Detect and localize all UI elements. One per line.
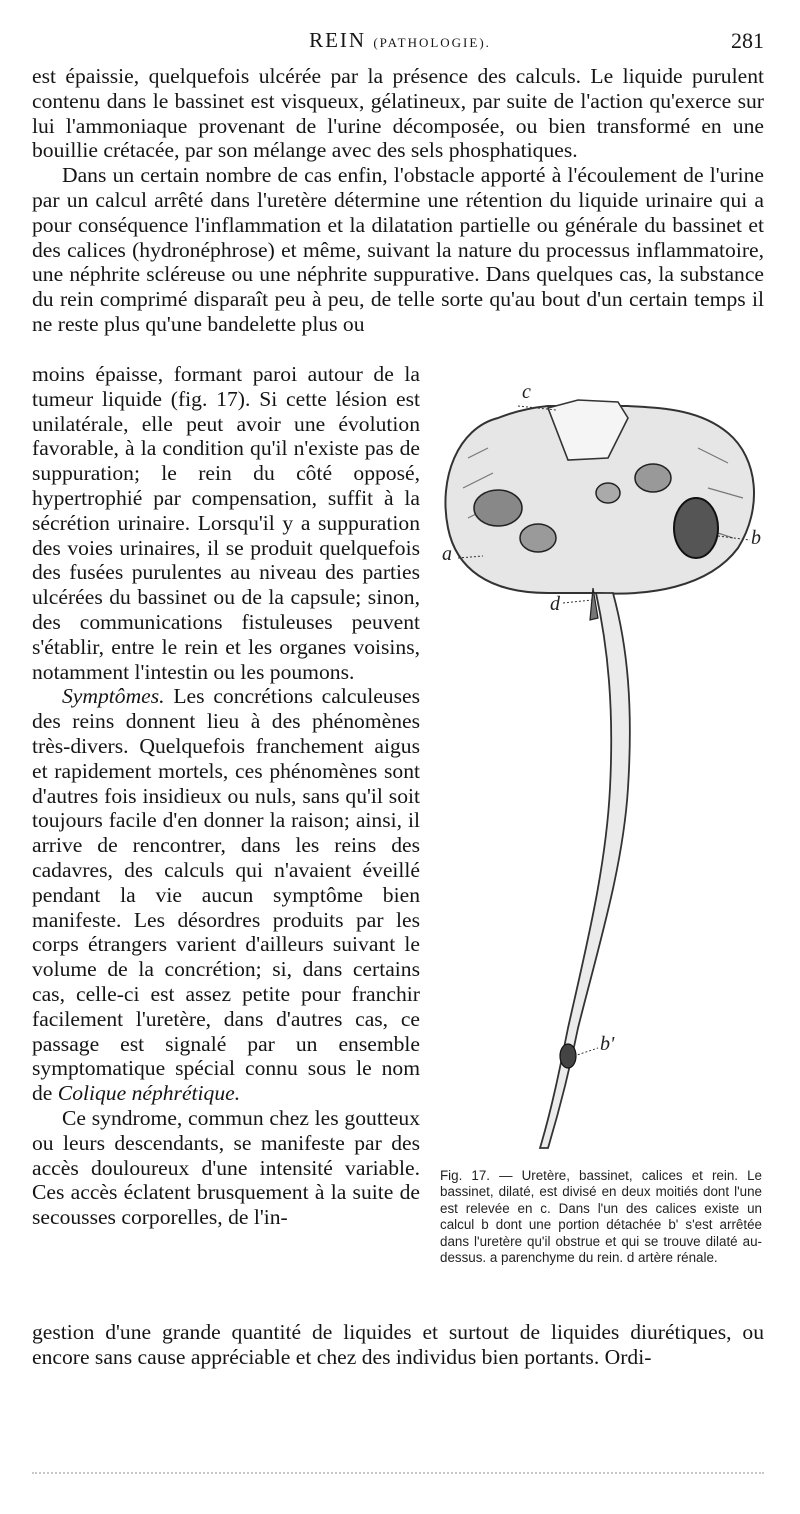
running-title-sub: (PATHOLOGIE).: [373, 35, 491, 50]
kidney-illustration: [428, 388, 778, 1168]
calyx-3: [635, 464, 671, 492]
running-title-main: REIN: [309, 28, 367, 52]
running-title: [0, 28, 800, 53]
paragraph-continuation: moins épaisse, formant paroi autour de la tumeur liquide (fig. 17). Si cette lésion est unilatérale, elle peut avoir une évolution favorable, à la condition qu'il n'existe pas de suppuration; le rein du côté opposé, hypertrophié par compensation, suffit à la sécrétion urinaire. Lorsqu'il y a suppuration des voies urinaires, il se produit quelquefois des fusées purulentes au niveau des parties ulcérées du bassinet ou de la capsule; sinon, des communications fistuleuses peuvent s'établir, entre le rein et les organes voisins, notamment l'intestin ou les poumons.: [32, 362, 420, 684]
kidney-figure: [428, 388, 778, 1168]
bottom-text-block: [32, 1320, 764, 1370]
calyx-calculus-b: [674, 498, 718, 558]
top-text-block: [32, 64, 764, 337]
calyx-4: [596, 483, 620, 503]
paragraph-syndrome: Ce syndrome, commun chez les goutteux ou leurs descendants, se manifeste par des accès douloureux d'une intensité variable. Ces accès éclatent brusquement à la suite de secousses corporelles, de l'in-: [32, 1105, 420, 1230]
label-b-prime: b': [600, 1033, 615, 1055]
footer-dotted-rule: [32, 1472, 764, 1474]
section-heading-symptomes: Symptômes.: [62, 684, 165, 709]
ureter: [540, 593, 630, 1148]
symptoms-text: Les concrétions calculeuses des reins donnent lieu à des phénomènes très-divers. Quelquefois franchement aigus et rapidement mortels, ces phénomènes sont d'autres fois insidieux ou nuls, sans qu'il soit toujours facile d'en donner la raison; ainsi, il arrive de rencontrer, dans les reins des cadavres, des calculs qui n'avaient éveillé pendant la vie aucun symptôme bien manifeste. Les désordres produits par les corps étrangers varient d'ailleurs suivant le volume de la concrétion; si, dans certains cas, celle-ci est assez petite pour franchir facilement l'uretère, dans d'autres cas, ce passage est signalé par un ensemble symptomatique spécial connu sous le nom de: [32, 684, 420, 1106]
page-number: 281: [731, 28, 764, 53]
running-header: [0, 26, 800, 58]
paragraph-bottom: gestion d'une grande quantité de liquides et surtout de liquides diurétiques, ou encore sans cause appréciable et chez des individus bien portants. Ordi-: [32, 1320, 764, 1369]
paragraph-2: Dans un certain nombre de cas enfin, l'obstacle apporté à l'écoulement de l'urine par un calcul arrêté dans l'uretère détermine une rétention du liquide urinaire qui a pour conséquence l'inflammation et la dilatation partielle ou générale du bassinet et des calices (hydronéphrose) et même, suivant la nature du processus inflammatoire, une néphrite scléreuse ou une néphrite suppurative. Dans quelques cas, la substance du rein comprimé disparaît peu à peu, de telle sorte qu'au bout d'un certain temps il ne reste plus qu'une bandelette plus ou: [32, 163, 764, 336]
label-d: d: [550, 593, 560, 615]
label-c: c: [522, 388, 531, 403]
ureter-calculus-b-prime: [560, 1044, 576, 1068]
label-a: a: [442, 543, 452, 565]
term-colique-nephretique: Colique néphrétique.: [57, 1081, 241, 1106]
calyx-1: [474, 490, 522, 526]
paragraph-symptoms: [32, 684, 420, 1106]
label-b: b: [751, 527, 761, 549]
paragraph-1: est épaissie, quelquefois ulcérée par la présence des calculs. Le liquide purulent contenu dans le bassinet est visqueux, gélatineux, par suite de l'action qu'exerce sur lui l'ammoniaque provenant de l'urine décomposée, ou bien transformé en une bouillie crétacée, par son mélange avec des sels phosphatiques.: [32, 64, 764, 163]
left-column-text: [32, 362, 420, 1230]
figure-caption: Fig. 17. — Uretère, bassinet, calices et rein. Le bassinet, dilaté, est divisé en deux moitiés dont l'une est relevée en c. Dans l'un des calices existe un calcul b dont une portion détachée b' s'est arrêtée dans l'uretère qu'il obstrue et qui se trouve dilaté au-dessus. a parenchyme du rein. d artère rénale.: [440, 1168, 762, 1266]
calyx-2: [520, 524, 556, 552]
